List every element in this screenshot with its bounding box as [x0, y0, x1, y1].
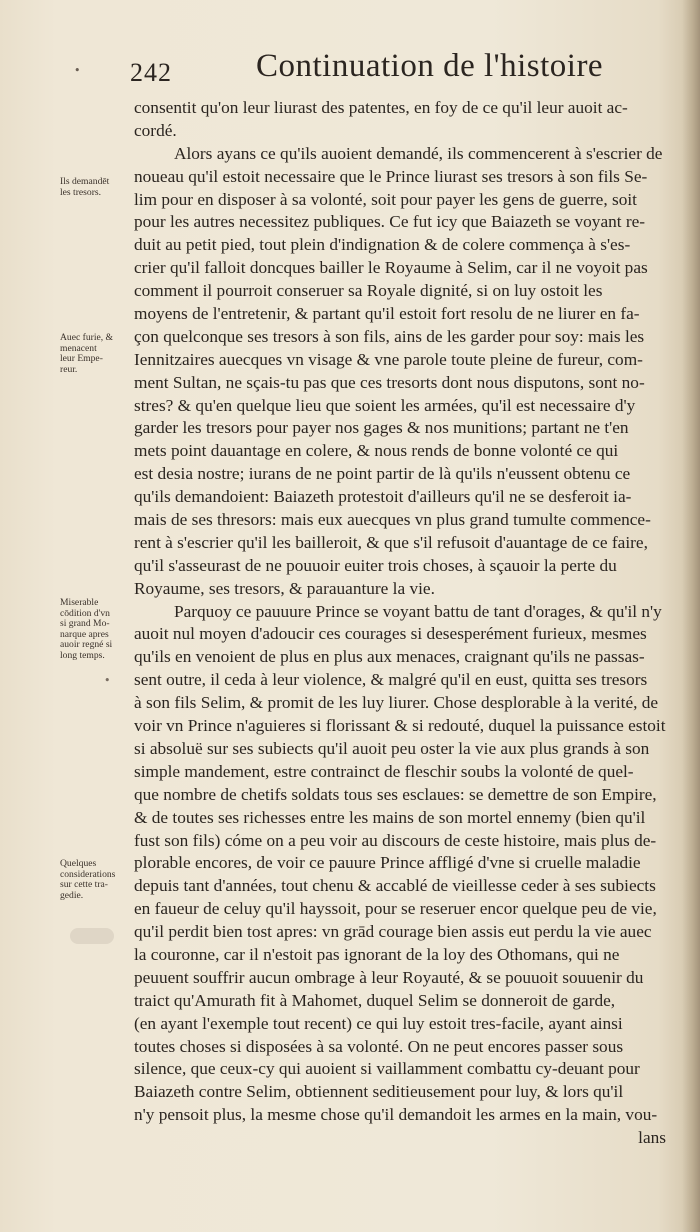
body-line: lim pour en disposer à sa volonté, soit pour payer les gens de guerre, soit [134, 189, 637, 209]
body-line: auoit nul moyen d'adoucir ces courages si desesperément furieux, mesmes [134, 624, 647, 644]
body-line: traict qu'Amurath fit à Mahomet, duquel Selim se donneroit de garde, [134, 990, 616, 1010]
body-line: n'y pensoit plus, la mesme chose qu'il demandoit les armes en la main, vou- [134, 1105, 658, 1125]
margin-note [60, 177, 136, 198]
body-line: cordé. [134, 120, 177, 140]
body-line: garder les tresors pour payer nos gages & nos munitions; partant ne t'en [134, 418, 629, 438]
body-line: ment Sultan, ne sçais-tu pas que ces tresorts dont nous disputons, sont no- [134, 372, 645, 392]
body-line: duit au petit pied, tout plein d'indignation & de colere commença à s'es- [134, 235, 631, 255]
margin-note-line: sur cette tra- [60, 879, 108, 891]
margin-note-line: narque apres [60, 628, 109, 640]
margin-note [60, 333, 136, 375]
body-line: la couronne, car il n'estoit pas ignorant de la loy des Othomans, qui ne [134, 944, 620, 964]
body-line: depuis tant d'années, tout chenu & accablé de vieillesse ceder à ses subiects [134, 876, 656, 896]
body-line: çon quelconque ses tresors à son fils, ains de les garder pour soy: mais les [134, 326, 645, 346]
margin-note-line: gedie. [60, 889, 84, 901]
margin-note-line: auoir regné si [60, 639, 113, 651]
body-line: peuuent souffrir aucun ombrage à leur Royauté, & se pouuoit souuenir du [134, 967, 644, 987]
body-line: noueau qu'il estoit necessaire que le Prince liurast ses tresors à son fils Se- [134, 166, 648, 186]
margin-note-line: Quelques [60, 858, 97, 869]
ornament-dot: • [74, 64, 81, 77]
body-line: mets point dauantage en colere, & nous rends de bonne volonté ce qui [134, 441, 619, 461]
body-line: Alors ayans ce qu'ils auoient demandé, ils commencerent à s'escrier de [174, 143, 663, 163]
body-line: voir vn Prince n'aguieres si florissant & si redouté, duquel la puissance estoit [134, 716, 666, 736]
body-line: stres? & qu'en quelque lieu que soient les armées, qu'il est necessaire d'y [134, 395, 636, 415]
body-line: plorable encores, de voir ce pauure Prince affligé d'vne si cruelle maladie [134, 853, 641, 873]
body-line: Parquoy ce pauuure Prince se voyant battu de tant d'orages, & qu'il n'y [174, 601, 662, 621]
body-line: silence, que ceux-cy qui auoient si vaillamment combattu cy-deuant pour [134, 1059, 640, 1079]
margin-note-line: les tresors. [60, 186, 102, 198]
page-gutter-shadow [682, 0, 700, 1232]
margin-note-line: Miserable [60, 597, 99, 608]
margin-note-line: long temps. [60, 649, 105, 661]
body-line: en faueur de celuy qu'il hayssoit, pour se reseruer encor quelque peu de vie, [134, 899, 657, 919]
ink-mark: • [104, 674, 111, 687]
body-line: comment il pourroit conseruer sa Royale dignité, si on luy ostoit les [134, 281, 603, 301]
body-line: pour les autres necessitez publiques. Ce fut icy que Baiazeth se voyant re- [134, 212, 646, 232]
body-line: à son fils Selim, & promit de les luy liurer. Chose desplorable à la verité, de [134, 693, 659, 713]
body-text [134, 97, 666, 1150]
body-line: que nombre de chetifs soldats tous ses esclaues: se demettre de son Empire, [134, 784, 657, 804]
body-line: moyens de l'entretenir, & partant qu'il estoit fort resolu de ne liurer en fa- [134, 304, 640, 324]
body-line: si absoluë sur ses subiects qu'il auoit peu oster la vie aux plus grands à son [134, 738, 650, 758]
body-line: est desia nostre; iurans de ne point partir de là qu'ils n'eussent obtenu ce [134, 464, 631, 484]
catchword: lans [638, 1128, 666, 1148]
margin-note-line: considerations [60, 868, 116, 880]
margin-note-line: Ils demandēt [60, 176, 110, 187]
margin-note-line: si grand Mo- [60, 618, 110, 630]
body-line: (en ayant l'exemple tout recent) ce qui luy estoit tres-facile, ayant ainsi [134, 1013, 623, 1033]
body-line: mais de ses thresors: mais eux auecques vn plus grand tumulte commence- [134, 510, 651, 530]
body-line: Baiazeth contre Selim, obtiennent seditieusement pour luy, & lors qu'il [134, 1082, 624, 1102]
body-line: simple mandement, estre contrainct de fleschir soubs la volonté de quel- [134, 761, 634, 781]
body-line: fust son fils) cóme on a peu voir au discours de ceste histoire, mais plus de- [134, 830, 657, 850]
margin-note-line: Auec furie, & [60, 332, 114, 343]
body-line: qu'ils en venoient de plus en plus aux menaces, craignant qu'ils ne passas- [134, 647, 645, 667]
body-line: Iennitzaires auecques vn visage & vne parole toute pleine de fureur, com- [134, 349, 643, 369]
margin-note [60, 598, 136, 662]
margin-note-line: reur. [60, 363, 78, 375]
running-head: Continuation de l'histoire [256, 48, 604, 84]
margin-note-line: leur Empe- [60, 353, 103, 365]
body-line: qu'il s'asseurast de ne pouuoir euiter trois choses, à sçauoir la perte du [134, 555, 617, 575]
page-header [60, 46, 660, 90]
body-line: qu'il perdit bien tost apres: vn grād courage bien assis eut perdu la vie auec [134, 922, 652, 942]
body-line: consentit qu'on leur liurast des patentes, en foy de ce qu'il leur auoit ac- [134, 98, 628, 117]
body-line: crier qu'il falloit doncques bailler le Royaume à Selim, car il ne voyoit pas [134, 258, 648, 278]
body-line: qu'ils demandoient: Baiazeth protestoit d'ailleurs qu'il ne se desferoit ia- [134, 487, 632, 507]
body-line: rent à s'escrier qu'il les bailleroit, & que s'il refusoit d'auantage de ce faire, [134, 532, 648, 552]
page-number: 242 [130, 58, 172, 87]
margin-note-line: cōdition d'vn [60, 607, 110, 619]
ink-smudge [70, 928, 114, 944]
body-line: & de toutes ses richesses entre les mains de son mortel ennemy (bien qu'il [134, 807, 646, 827]
body-line: sent outre, il ceda à leur violence, & malgré qu'il en eust, quitta ses tresors [134, 670, 648, 690]
margin-note-line: menacent [60, 342, 97, 354]
body-line: Royaume, ses tresors, & parauanture la vie. [134, 578, 435, 598]
margin-note [60, 859, 136, 901]
body-line: toutes choses si disposées à sa volonté. On ne peut encores passer sous [134, 1036, 624, 1056]
